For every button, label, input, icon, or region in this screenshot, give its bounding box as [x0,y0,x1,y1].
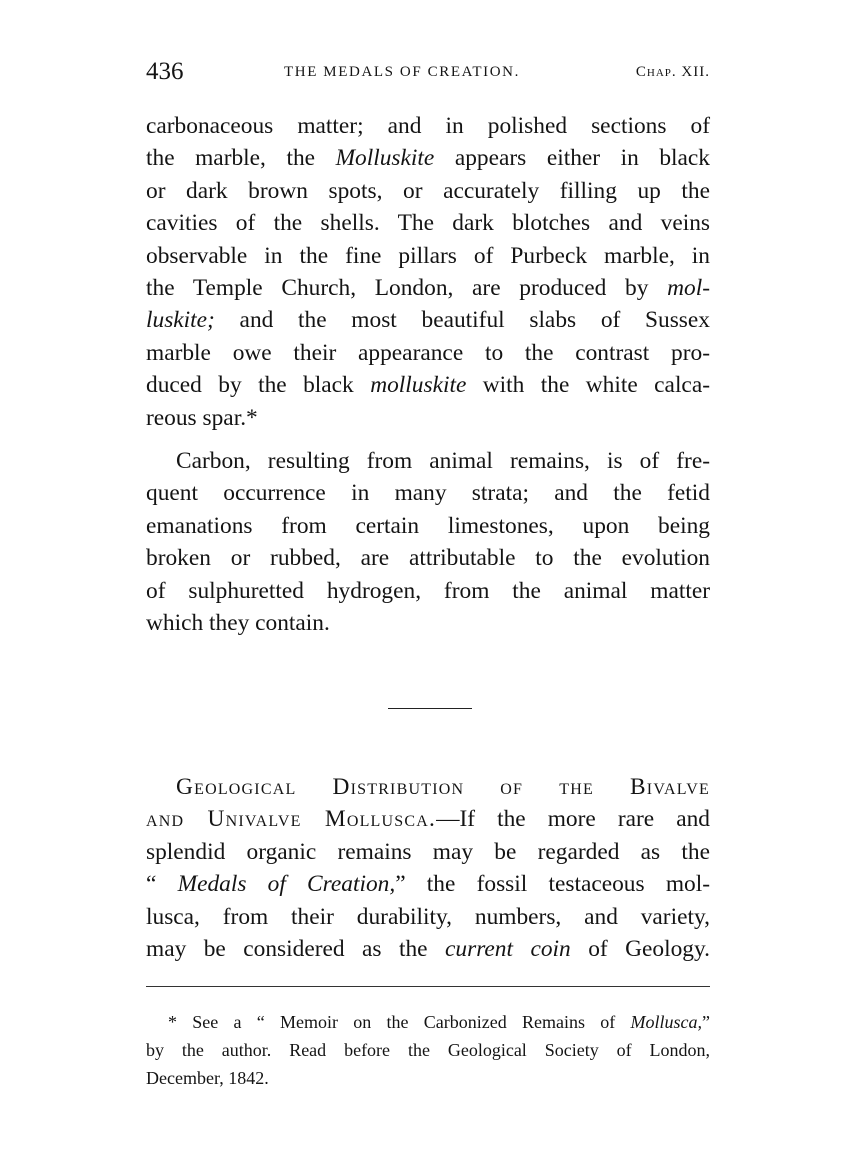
italic-term: luskite; [146,307,215,334]
text-line: luskite; and the most beautiful slabs of Sussex [146,307,710,334]
footnote-line: December, 1842. [146,1068,269,1088]
text-line: reous spar.* [146,404,258,431]
page-header [146,58,710,92]
text-line: broken or rubbed, are attributable to the evolution [146,545,710,572]
running-title: THE MEDALS OF CREATION. [284,64,520,80]
page-number: 436 [146,58,184,85]
section-heading: Geological Distribution of the Bivalve [176,774,710,800]
italic-term: Medals of Creation, [177,871,396,898]
text-line: lusca, from their durability, numbers, and variety, [146,903,710,930]
text-line: duced by the black molluskite with the white calca- [146,372,710,399]
text-line: the Temple Church, London, are produced by mol- [146,275,710,302]
text-line: quent occurrence in many strata; and the fetid [146,480,710,507]
italic-term: molluskite [370,372,467,399]
footnote-line: by the author. Read before the Geological Society of London, [146,1040,710,1060]
chapter-label: Chap. XII. [635,64,710,80]
text-line: may be considered as the current coin of Geology. [146,936,711,963]
italic-term: current coin [445,936,571,963]
italic-term: mol- [667,275,710,302]
text-line: carbonaceous matter; and in polished sections of [146,113,710,139]
section-divider [388,708,472,709]
text-line: which they contain. [146,610,330,637]
text-line: or dark brown spots, or accurately filling up the [146,177,710,204]
footnote-line: * See a “ Memoir on the Carbonized Remains of Mollusca,” [168,1012,710,1032]
text-line: Carbon, resulting from animal remains, is of fre- [176,448,710,474]
italic-term: Molluskite [335,145,435,172]
text-line: observable in the fine pillars of Purbeck marble, in [146,242,710,269]
text-line: splendid organic remains may be regarded as the [146,838,710,865]
italic-term: Mollusca, [630,1012,702,1032]
text-line: “ Medals of Creation,” the fossil testaceous mol- [146,871,710,898]
footnote [146,1008,710,1092]
paragraph-continued [146,110,710,434]
text-line: emanations from certain limestones, upon being [146,512,710,539]
text-line: cavities of the shells. The dark blotches and veins [146,210,710,237]
text-line: the marble, the Molluskite appears either in black [146,145,710,172]
section-heading-cont: and Univalve Mollusca. [146,806,437,833]
paragraph-carbon [146,445,710,639]
text-line: and Univalve Mollusca.—If the more rare and [146,806,710,833]
footnote-rule [146,986,710,987]
text-line: marble owe their appearance to the contrast pro- [146,339,710,366]
section-geological-distribution [146,771,710,965]
text-line: of sulphuretted hydrogen, from the animal matter [146,577,710,604]
